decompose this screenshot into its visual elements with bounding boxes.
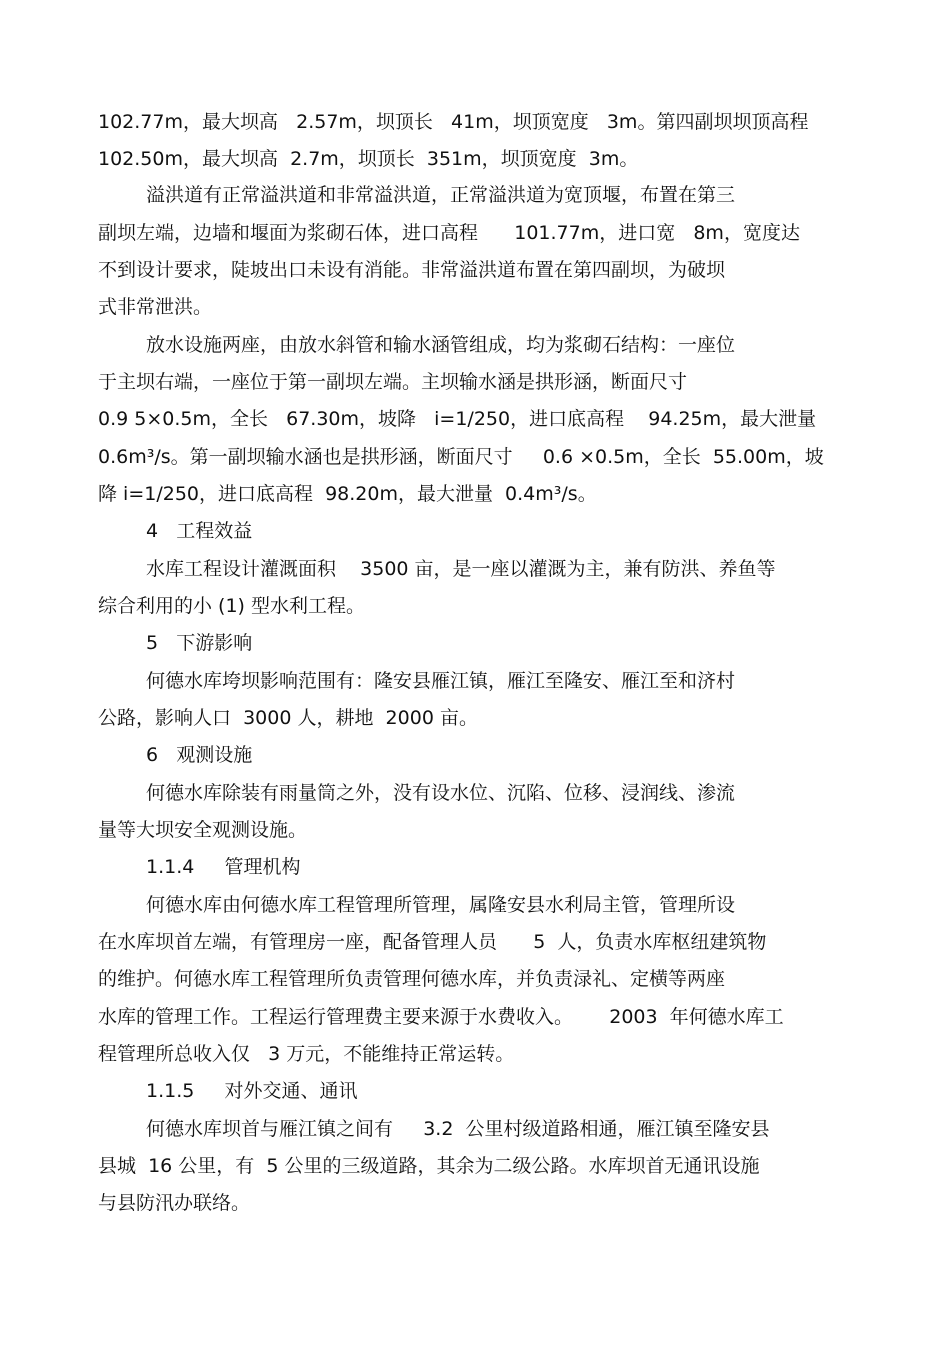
text-line: 式非常泄洪。 <box>98 296 213 318</box>
text-line: 综合利用的小 (1) 型水利工程。 <box>98 595 365 617</box>
text-line: 程管理所总收入仅 3 万元，不能维持正常运转。 <box>98 1043 515 1065</box>
text-line: 的维护。何德水库工程管理所负责管理何德水库，并负责渌礼、定横等两座 <box>98 968 726 990</box>
section-heading: 6 观测设施 <box>146 744 253 766</box>
text-line: 0.6m³/s。第一副坝输水涵也是拱形涵，断面尺寸 0.6 ×0.5m，全长 55.00m，坡 <box>98 446 824 468</box>
section-heading: 1.1.5 对外交通、通讯 <box>146 1080 358 1102</box>
section-heading: 5 下游影响 <box>146 632 253 654</box>
text-line: 溢洪道有正常溢洪道和非常溢洪道，正常溢洪道为宽顶堰，布置在第三 <box>146 184 736 206</box>
section-heading: 1.1.4 管理机构 <box>146 856 301 878</box>
text-line: 在水库坝首左端，有管理房一座，配备管理人员 5 人，负责水库枢纽建筑物 <box>98 931 767 953</box>
text-line: 放水设施两座，由放水斜管和输水涵管组成，均为浆砌石结构：一座位 <box>146 334 736 356</box>
text-line: 副坝左端，边墙和堰面为浆砌石体，进口高程 101.77m，进口宽 8m，宽度达 <box>98 222 800 244</box>
text-line: 公路，影响人口 3000 人，耕地 2000 亩。 <box>98 707 478 729</box>
text-line: 何德水库坝首与雁江镇之间有 3.2 公里村级道路相通，雁江镇至隆安县 <box>146 1118 770 1140</box>
section-heading: 4 工程效益 <box>146 520 253 542</box>
text-line: 102.77m，最大坝高 2.57m，坝顶长 41m，坝顶宽度 3m。第四副坝坝顶高程 <box>98 111 809 133</box>
text-line: 102.50m，最大坝高 2.7m，坝顶长 351m，坝顶宽度 3m。 <box>98 148 639 170</box>
text-line: 0.9 5×0.5m，全长 67.30m，坡降 i=1/250，进口底高程 94.25m，最大泄量 <box>98 408 817 430</box>
text-line: 不到设计要求，陡坡出口未设有消能。非常溢洪道布置在第四副坝，为破坝 <box>98 259 726 281</box>
text-line: 水库工程设计灌溉面积 3500 亩，是一座以灌溉为主，兼有防洪、养鱼等 <box>146 558 776 580</box>
text-line: 于主坝右端，一座位于第一副坝左端。主坝输水涵是拱形涵，断面尺寸 <box>98 371 688 393</box>
text-line: 何德水库垮坝影响范围有：隆安县雁江镇，雁江至隆安、雁江至和济村 <box>146 670 736 692</box>
text-line: 何德水库由何德水库工程管理所管理，属隆安县水利局主管，管理所设 <box>146 894 736 916</box>
text-line: 水库的管理工作。工程运行管理费主要来源于水费收入。 2003 年何德水库工 <box>98 1006 784 1028</box>
text-line: 量等大坝安全观测设施。 <box>98 819 308 841</box>
text-line: 降 i=1/250，进口底高程 98.20m，最大泄量 0.4m³/s。 <box>98 483 597 505</box>
text-line: 何德水库除装有雨量筒之外，没有设水位、沉陷、位移、浸润线、渗流 <box>146 782 736 804</box>
text-line: 与县防汛办联络。 <box>98 1192 251 1214</box>
text-line: 县城 16 公里，有 5 公里的三级道路，其余为二级公路。水库坝首无通讯设施 <box>98 1155 760 1177</box>
